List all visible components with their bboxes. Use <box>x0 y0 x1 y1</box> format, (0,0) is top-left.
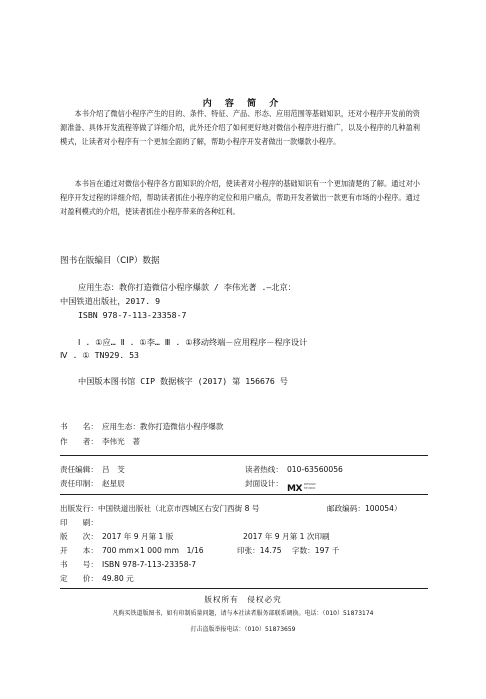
summary-paragraph-2: 本书旨在通过对微信小程序各方面知识的介绍，使读者对小程序的基础知识有一个更加清楚的了解。通过对小程序开发过程的详细介绍，帮助读者抓住小程序的定位和用户痛点，帮助开发者做出一款更有市场的小程序。通过对盈利模式的介绍，使读者抓住小程序带来的各种红利。 <box>60 179 420 216</box>
cip-line-data-number: 中国版本图书馆 CIP 数据核字 (2017) 第 156676 号 <box>78 376 288 386</box>
book-author-label: 作 者： <box>60 437 98 446</box>
editor-row <box>60 464 125 475</box>
divider-2 <box>60 494 428 495</box>
cover-design-logo <box>287 476 315 495</box>
postcode-value: 邮政编码：100054） <box>327 504 402 513</box>
book-author-value: 李伟光 著 <box>101 437 140 446</box>
editor-label: 责任编辑： <box>60 465 98 474</box>
book-title-row <box>60 421 223 432</box>
design-studio-logo-subtext <box>304 483 316 489</box>
divider-3 <box>60 588 428 589</box>
hotline-row <box>245 464 343 475</box>
publisher-label: 出版发行： <box>60 504 98 513</box>
publisher-row <box>60 503 260 514</box>
impression-row <box>243 531 330 542</box>
sheets-value: 印张：14.75 <box>237 546 282 555</box>
format-value: 700 mm×1 000 mm 1/16 <box>101 546 204 555</box>
cover-design-row <box>245 478 283 489</box>
sheets-row <box>237 545 282 556</box>
design-studio-logo-mark: MX <box>287 484 302 494</box>
isbn-value: ISBN 978-7-113-23358-7 <box>101 560 197 569</box>
cip-line-title: 应用生态：教你打造微信小程序爆款 / 李伟光著 .—北京： <box>78 282 296 292</box>
logo-sub-line-1: DESIGN <box>303 482 316 487</box>
editor-value: 吕 芠 <box>101 465 125 474</box>
format-label: 开 本： <box>60 546 98 555</box>
isbn-label: 书 号： <box>60 560 98 569</box>
price-label: 定 价： <box>60 574 98 583</box>
rights-title: 版权所有 侵权必究 <box>204 595 282 604</box>
hotline-label: 读者热线： <box>245 465 283 474</box>
book-author-row <box>60 436 140 447</box>
words-row <box>292 545 339 556</box>
rights-notice: 凡购买铁道版图书，如有印制质量问题，请与本社读者服务部联系调换。电话：（010）51873174 <box>112 610 374 617</box>
print-label: 印 刷： <box>60 518 98 527</box>
cover-design-label: 封面设计： <box>245 479 283 488</box>
book-title-value: 应用生态：教你打造微信小程序爆款 <box>101 422 224 431</box>
words-value: 字数：197 千 <box>292 546 340 555</box>
cip-line-isbn: ISBN 978-7-113-23358-7 <box>78 310 187 320</box>
printing-row <box>60 478 125 489</box>
postcode-row <box>327 503 402 514</box>
price-row <box>60 573 134 584</box>
summary-paragraph-1: 本书介绍了微信小程序产生的目的、条件、特征、产品、形态、应用范围等基础知识，还对小程序开发前的资源准备、具体开发流程等做了详细介绍，此外还介绍了如何更好地对微信小程序进行推广，以及小程序的几种盈利模式，让读者对小程序有一个更加全面的了解，帮助小程序开发者做出一款爆款小程序。 <box>60 109 420 146</box>
printing-label: 责任印制： <box>60 479 98 488</box>
publisher-value: 中国铁道出版社（北京市西城区右安门西街 8 号 <box>97 504 260 513</box>
format-row <box>60 545 204 556</box>
edition-value: 2017 年 9 月第 1 版 <box>101 532 174 541</box>
impression-value: 2017 年 9 月第 1 次印刷 <box>243 532 330 541</box>
piracy-report-line: 打击盗版举报电话：（010）51873659 <box>190 626 296 633</box>
cip-line-tn-number: Ⅳ . ① TN929. 53 <box>60 350 139 360</box>
print-row <box>60 517 102 528</box>
summary-title: 内 容 简 介 <box>202 99 284 109</box>
book-title-label: 书 名： <box>60 422 98 431</box>
cip-line-classification: Ⅰ . ①应… Ⅱ . ①李… Ⅲ . ①移动终端－应用程序－程序设计 <box>78 337 308 347</box>
logo-sub-line-2: STUDIO <box>303 485 316 490</box>
isbn-row <box>60 559 196 570</box>
edition-label: 版 次： <box>60 532 98 541</box>
divider-1 <box>60 455 428 456</box>
edition-row <box>60 531 173 542</box>
printing-value: 赵星辰 <box>101 479 125 488</box>
price-value: 49.80 元 <box>101 574 134 583</box>
cip-line-publisher: 中国铁道出版社，2017. 9 <box>60 296 161 306</box>
hotline-value: 010-63560056 <box>286 465 343 474</box>
cip-heading: 图书在版编目（CIP）数据 <box>60 256 160 266</box>
